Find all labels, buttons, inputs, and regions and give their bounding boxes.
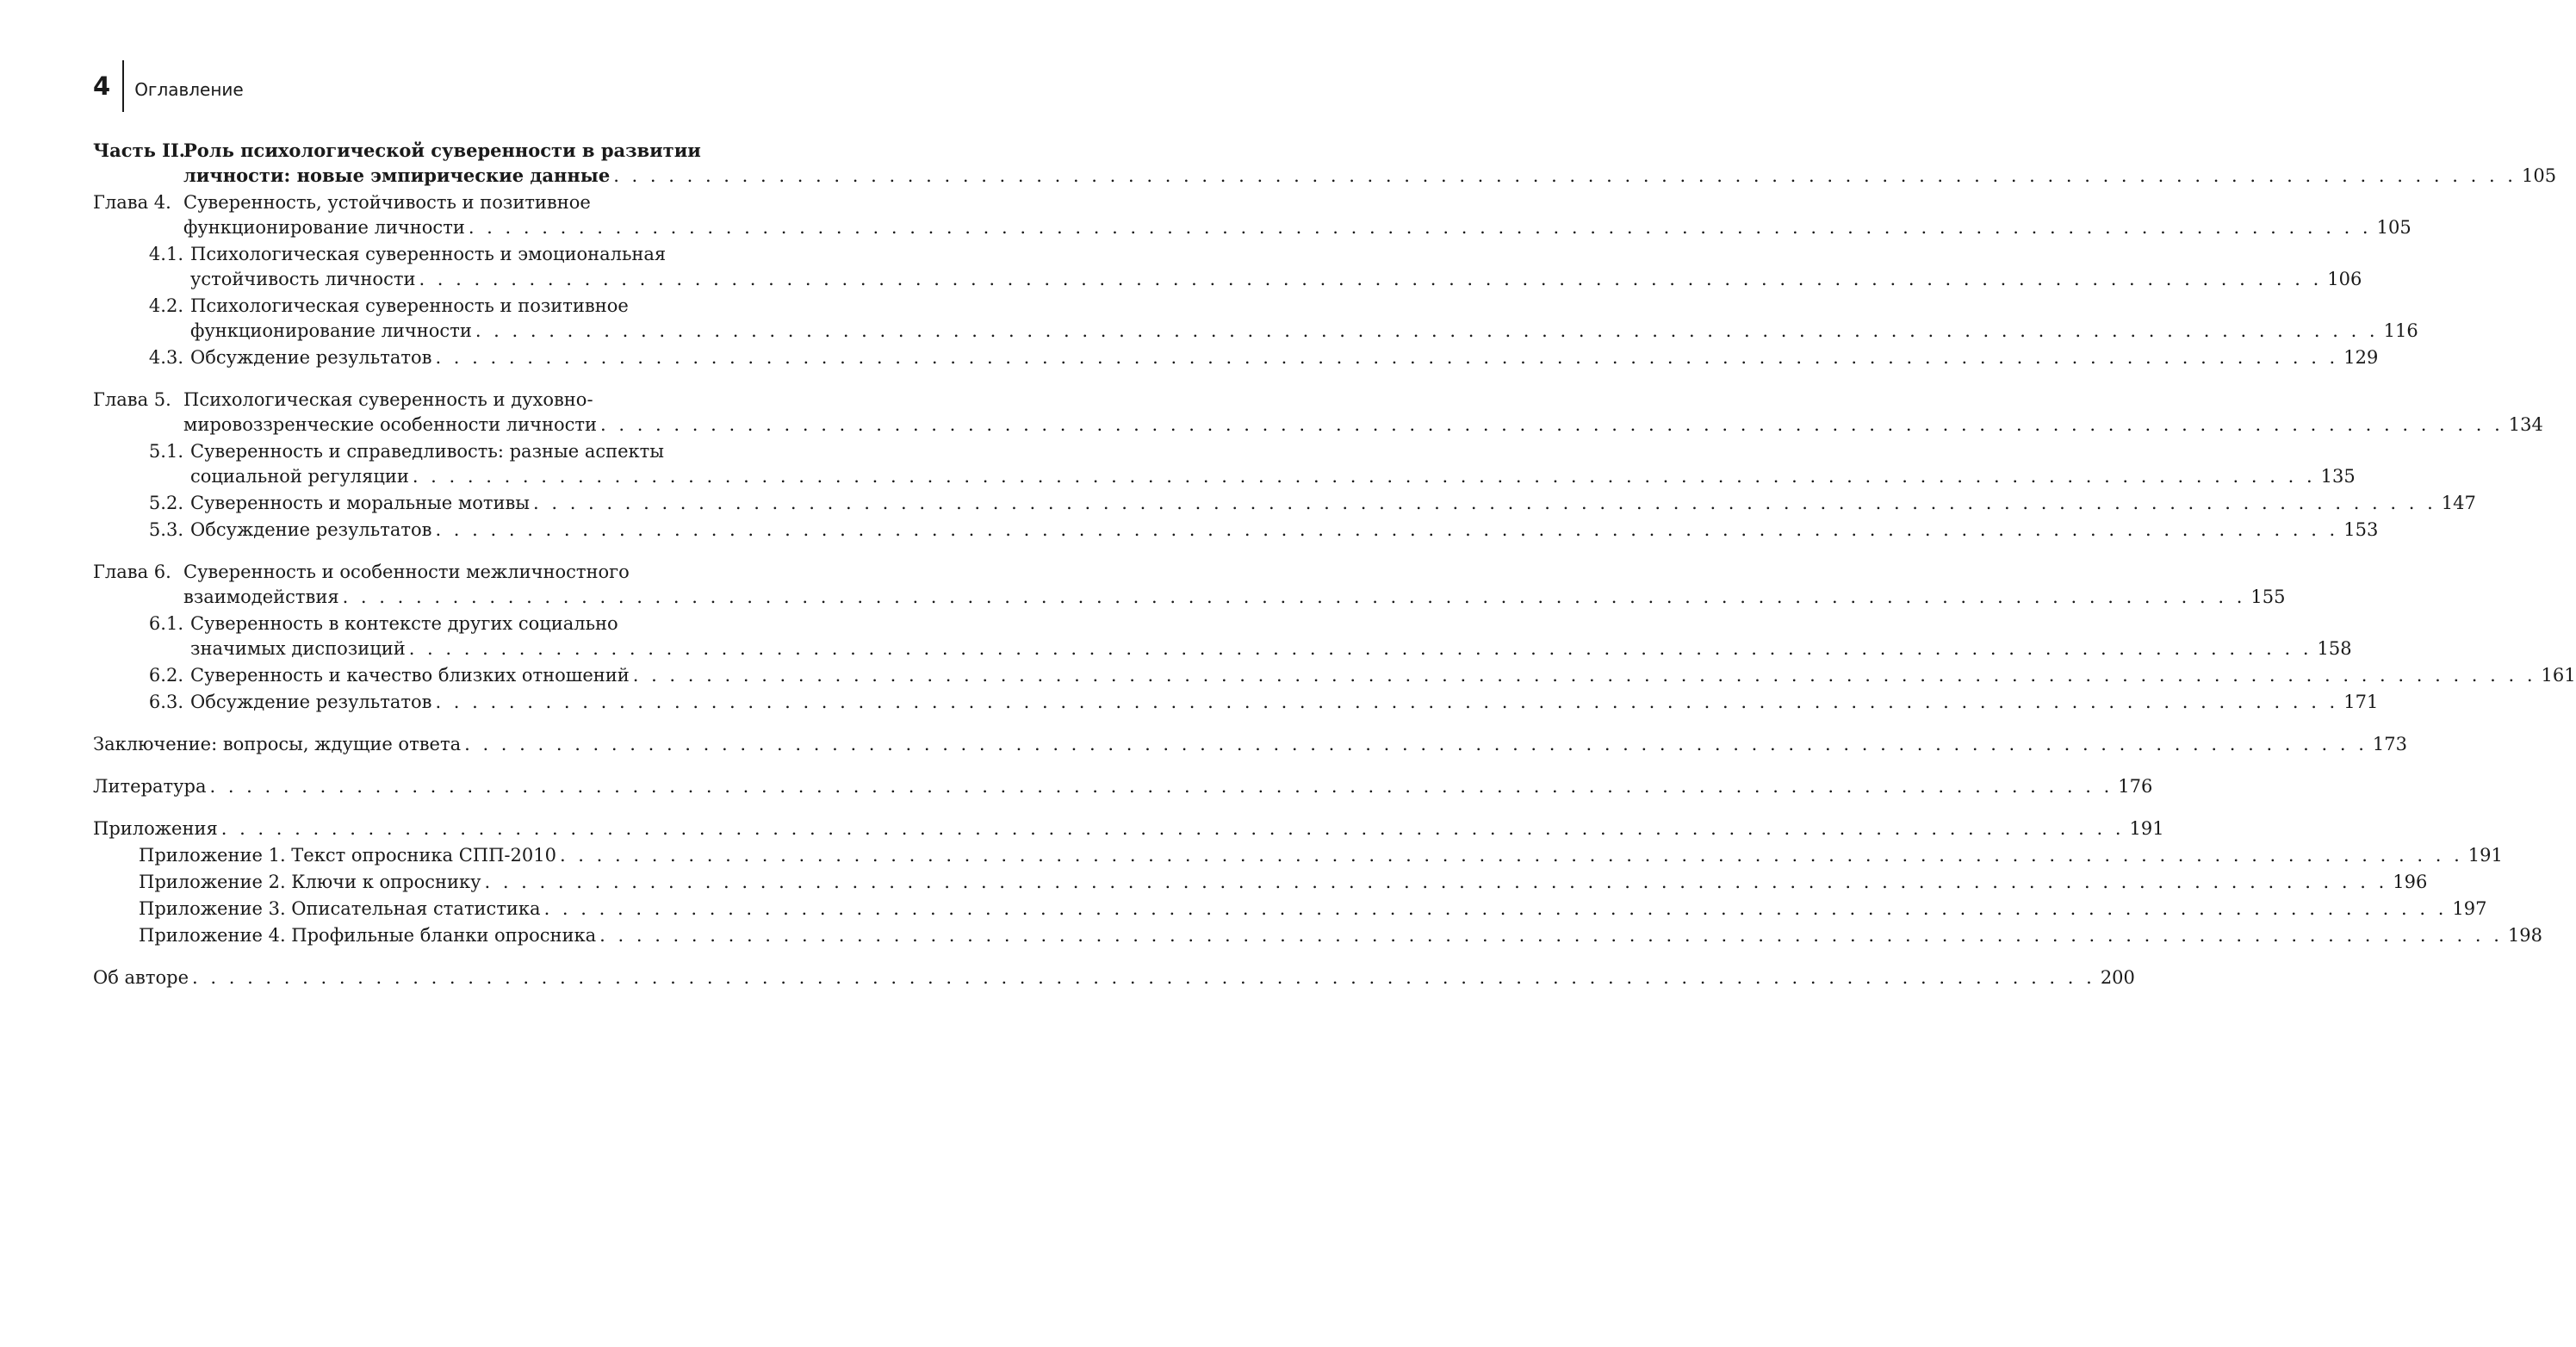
toc-entry-label: 5.1. — [148, 441, 183, 462]
toc-entry-appendices[interactable] — [93, 816, 2164, 841]
toc-entry-label: 6.3. — [148, 692, 183, 712]
toc-entry-title: Приложение 1. Текст опросника СПП-2010 — [139, 845, 556, 866]
toc-entry-title: Суверенность и особенности межличностного — [183, 562, 630, 582]
leader-dots — [409, 464, 2321, 489]
toc-entry-page: 134 — [2508, 414, 2543, 435]
leader-dots — [431, 690, 2343, 715]
leader-dots — [406, 636, 2318, 661]
leader-dots — [541, 897, 2453, 922]
page-title: Оглавление — [134, 79, 244, 100]
toc-entry-title-cont: взаимодействия — [183, 587, 339, 607]
toc-entry-page: 135 — [2320, 466, 2356, 487]
toc-entry-title-cont: устойчивость личности — [190, 269, 416, 289]
toc-entry-title-cont: мировоззренческие особенности личности — [183, 414, 597, 435]
leader-dots — [431, 518, 2343, 543]
page-header — [93, 60, 244, 112]
toc-entry-title: Психологическая суверенность и эмоциональная — [190, 244, 667, 264]
toc-entry-section-6-1[interactable] — [93, 611, 2352, 661]
toc-entry-appendix-1[interactable] — [93, 843, 2503, 868]
toc-entry-title-cont: социальной регуляции — [190, 466, 409, 487]
leader-dots — [597, 413, 2509, 438]
toc-entry-title-cont: функционирование личности — [190, 320, 472, 341]
toc-entry-page: 147 — [2441, 493, 2476, 513]
toc-entry-title: Обсуждение результатов — [190, 519, 432, 540]
toc-entry-page: 105 — [2376, 217, 2412, 238]
toc-entry-title: Роль психологической суверенности в развитии — [183, 140, 701, 161]
toc-entry-label: 6.1. — [148, 613, 183, 634]
leader-dots — [189, 965, 2101, 990]
leader-dots — [630, 663, 2542, 688]
toc-entry-about-author[interactable] — [93, 965, 2135, 990]
toc-entry-title: Приложение 2. Ключи к опроснику — [139, 872, 481, 892]
toc-entry-title: Психологическая суверенность и позитивное — [190, 295, 629, 316]
toc-entry-section-4-2[interactable] — [93, 294, 2418, 344]
toc-entry-title: Суверенность и справедливость: разные аспекты — [190, 441, 664, 462]
toc-entry-page: 106 — [2327, 269, 2362, 289]
toc-entry-title: Обсуждение результатов — [190, 347, 432, 368]
toc-entry-chapter-4[interactable] — [93, 190, 2412, 240]
toc-entry-title: Приложение 4. Профильные бланки опросника — [139, 925, 597, 946]
toc-entry-section-5-1[interactable] — [93, 439, 2356, 489]
toc-entry-section-5-3[interactable] — [93, 518, 2379, 543]
toc-entry-label: 4.1. — [148, 244, 183, 264]
toc-entry-page: 196 — [2393, 872, 2428, 892]
toc-entry-label: Часть II. — [93, 140, 186, 161]
leader-dots — [556, 843, 2468, 868]
toc-entry-chapter-5[interactable] — [93, 388, 2543, 438]
toc-entry-page: 153 — [2343, 519, 2379, 540]
table-of-contents — [93, 138, 2576, 992]
toc-entry-title: Литература — [93, 776, 207, 797]
toc-entry-part-2[interactable] — [93, 138, 2557, 189]
toc-entry-page: 176 — [2118, 776, 2153, 797]
leader-dots — [465, 215, 2377, 240]
toc-entry-page: 155 — [2250, 587, 2286, 607]
toc-entry-page: 105 — [2521, 165, 2557, 186]
leader-dots — [461, 732, 2373, 757]
toc-entry-page: 116 — [2383, 320, 2418, 341]
toc-entry-section-4-3[interactable] — [93, 345, 2379, 370]
toc-entry-title: Об авторе — [93, 967, 189, 988]
toc-entry-label: Глава 6. — [93, 562, 171, 582]
toc-entry-page: 173 — [2372, 734, 2407, 754]
toc-entry-page: 158 — [2317, 638, 2352, 659]
toc-entry-title: Суверенность в контексте других социально — [190, 613, 618, 634]
toc-entry-literature[interactable] — [93, 774, 2153, 799]
toc-entry-page: 191 — [2467, 845, 2503, 866]
toc-entry-page: 191 — [2129, 818, 2164, 839]
leader-dots — [481, 870, 2393, 895]
toc-entry-label: Глава 5. — [93, 389, 171, 410]
toc-entry-label: 4.2. — [148, 295, 183, 316]
leader-dots — [415, 267, 2327, 292]
leader-dots — [218, 816, 2130, 841]
toc-entry-appendix-2[interactable] — [93, 870, 2428, 895]
toc-entry-title: Суверенность и моральные мотивы — [190, 493, 530, 513]
toc-entry-title: Приложения — [93, 818, 218, 839]
leader-dots — [206, 774, 2118, 799]
toc-entry-label: Глава 4. — [93, 192, 171, 213]
toc-entry-page: 171 — [2343, 692, 2379, 712]
toc-entry-label: 4.3. — [148, 347, 183, 368]
toc-entry-title-cont: личности: новые эмпирические данные — [183, 164, 611, 186]
leader-dots — [530, 491, 2442, 516]
toc-entry-page: 129 — [2343, 347, 2379, 368]
toc-entry-label: 6.2. — [148, 665, 183, 686]
toc-entry-section-6-3[interactable] — [93, 690, 2379, 715]
toc-entry-page: 161 — [2541, 665, 2576, 686]
toc-entry-section-6-2[interactable] — [93, 663, 2576, 688]
toc-entry-title: Приложение 3. Описательная статистика — [139, 898, 541, 919]
toc-entry-label: 5.3. — [148, 519, 183, 540]
toc-entry-label: 5.2. — [148, 493, 183, 513]
toc-entry-appendix-4[interactable] — [93, 923, 2543, 948]
toc-entry-appendix-3[interactable] — [93, 897, 2487, 922]
leader-dots — [431, 345, 2343, 370]
toc-entry-title: Психологическая суверенность и духовно- — [183, 389, 593, 410]
leader-dots — [610, 164, 2522, 189]
toc-entry-page: 200 — [2100, 967, 2135, 988]
leader-dots — [339, 585, 2251, 610]
toc-entry-title: Обсуждение результатов — [190, 692, 432, 712]
toc-entry-title: Заключение: вопросы, ждущие ответа — [93, 734, 462, 754]
toc-entry-title: Суверенность и качество близких отношений — [190, 665, 630, 686]
toc-entry-title-cont: функционирование личности — [183, 217, 465, 238]
toc-entry-page: 198 — [2507, 925, 2543, 946]
toc-entry-section-4-1[interactable] — [93, 242, 2362, 292]
toc-entry-title: Суверенность, устойчивость и позитивное — [183, 192, 591, 213]
page-number: 4 — [93, 71, 111, 101]
toc-entry-chapter-6[interactable] — [93, 560, 2286, 610]
toc-entry-title-cont: значимых диспозиций — [190, 638, 406, 659]
leader-dots — [596, 923, 2508, 948]
toc-entry-conclusion[interactable] — [93, 732, 2407, 757]
toc-entry-section-5-2[interactable] — [93, 491, 2476, 516]
leader-dots — [472, 319, 2384, 344]
toc-entry-page: 197 — [2452, 898, 2487, 919]
